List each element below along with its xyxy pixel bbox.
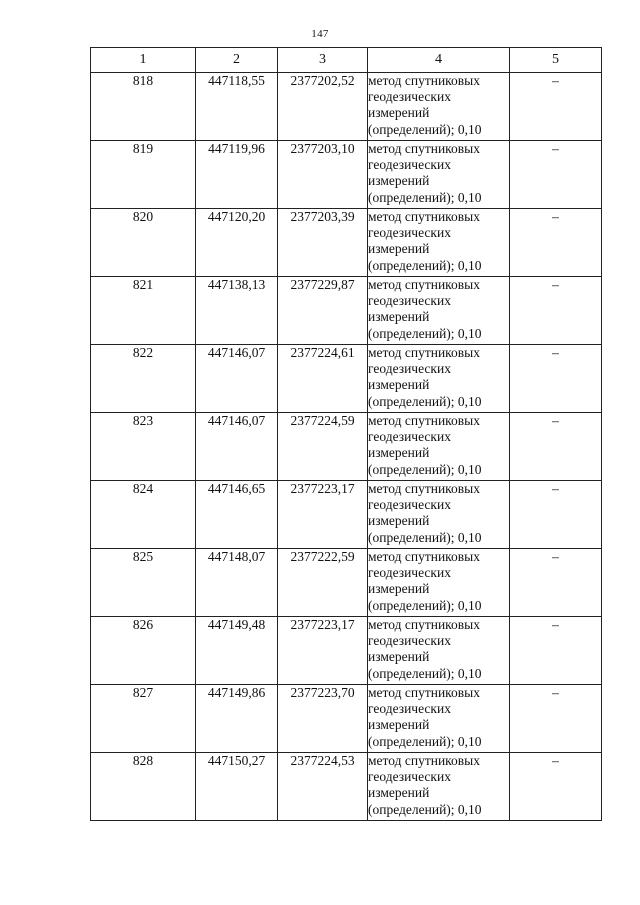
coordinate-y: 2377223,17 <box>278 617 368 685</box>
table-row <box>91 73 602 141</box>
table-row <box>91 345 602 413</box>
table-row <box>91 481 602 549</box>
table-row <box>91 617 602 685</box>
note-cell: – <box>510 277 602 345</box>
point-number: 825 <box>91 549 196 617</box>
coordinate-y: 2377223,17 <box>278 481 368 549</box>
coordinate-x: 447119,96 <box>196 141 278 209</box>
note-cell: – <box>510 685 602 753</box>
point-number: 818 <box>91 73 196 141</box>
coordinate-x: 447150,27 <box>196 753 278 821</box>
point-number: 828 <box>91 753 196 821</box>
header-col-2: 2 <box>196 48 278 73</box>
coordinate-y: 2377203,10 <box>278 141 368 209</box>
point-number: 823 <box>91 413 196 481</box>
coordinate-y: 2377224,61 <box>278 345 368 413</box>
table-row <box>91 685 602 753</box>
coordinate-x: 447149,86 <box>196 685 278 753</box>
method-description: метод спутниковых геодезических измерений (определений); 0,10 <box>368 209 510 277</box>
coordinate-y: 2377229,87 <box>278 277 368 345</box>
point-number: 826 <box>91 617 196 685</box>
table-row <box>91 277 602 345</box>
method-description: метод спутниковых геодезических измерений (определений); 0,10 <box>368 617 510 685</box>
coordinate-y: 2377223,70 <box>278 685 368 753</box>
coordinate-x: 447146,07 <box>196 413 278 481</box>
table-header <box>91 48 602 73</box>
point-number: 824 <box>91 481 196 549</box>
point-number: 820 <box>91 209 196 277</box>
coordinate-x: 447120,20 <box>196 209 278 277</box>
method-description: метод спутниковых геодезических измерений (определений); 0,10 <box>368 685 510 753</box>
coordinate-x: 447138,13 <box>196 277 278 345</box>
note-cell: – <box>510 413 602 481</box>
method-description: метод спутниковых геодезических измерений (определений); 0,10 <box>368 345 510 413</box>
header-col-3: 3 <box>278 48 368 73</box>
note-cell: – <box>510 73 602 141</box>
note-cell: – <box>510 753 602 821</box>
note-cell: – <box>510 549 602 617</box>
header-col-5: 5 <box>510 48 602 73</box>
coordinate-x: 447148,07 <box>196 549 278 617</box>
coordinate-y: 2377222,59 <box>278 549 368 617</box>
coordinates-table <box>90 47 602 821</box>
coordinate-y: 2377203,39 <box>278 209 368 277</box>
point-number: 821 <box>91 277 196 345</box>
page-number: 147 <box>311 28 329 40</box>
coordinate-x: 447146,07 <box>196 345 278 413</box>
note-cell: – <box>510 345 602 413</box>
table-row <box>91 141 602 209</box>
note-cell: – <box>510 617 602 685</box>
coordinate-x: 447146,65 <box>196 481 278 549</box>
table-row <box>91 413 602 481</box>
coordinate-y: 2377224,53 <box>278 753 368 821</box>
method-description: метод спутниковых геодезических измерений (определений); 0,10 <box>368 413 510 481</box>
method-description: метод спутниковых геодезических измерений (определений); 0,10 <box>368 753 510 821</box>
coordinate-y: 2377224,59 <box>278 413 368 481</box>
method-description: метод спутниковых геодезических измерений (определений); 0,10 <box>368 73 510 141</box>
coordinate-y: 2377202,52 <box>278 73 368 141</box>
point-number: 827 <box>91 685 196 753</box>
note-cell: – <box>510 209 602 277</box>
table-body <box>91 73 602 821</box>
point-number: 819 <box>91 141 196 209</box>
note-cell: – <box>510 481 602 549</box>
point-number: 822 <box>91 345 196 413</box>
header-row <box>91 48 602 73</box>
table-row <box>91 549 602 617</box>
table-row <box>91 209 602 277</box>
method-description: метод спутниковых геодезических измерений (определений); 0,10 <box>368 481 510 549</box>
coordinate-x: 447149,48 <box>196 617 278 685</box>
coordinate-x: 447118,55 <box>196 73 278 141</box>
method-description: метод спутниковых геодезических измерений (определений); 0,10 <box>368 277 510 345</box>
method-description: метод спутниковых геодезических измерений (определений); 0,10 <box>368 141 510 209</box>
table-row <box>91 753 602 821</box>
method-description: метод спутниковых геодезических измерений (определений); 0,10 <box>368 549 510 617</box>
header-col-1: 1 <box>91 48 196 73</box>
note-cell: – <box>510 141 602 209</box>
header-col-4: 4 <box>368 48 510 73</box>
